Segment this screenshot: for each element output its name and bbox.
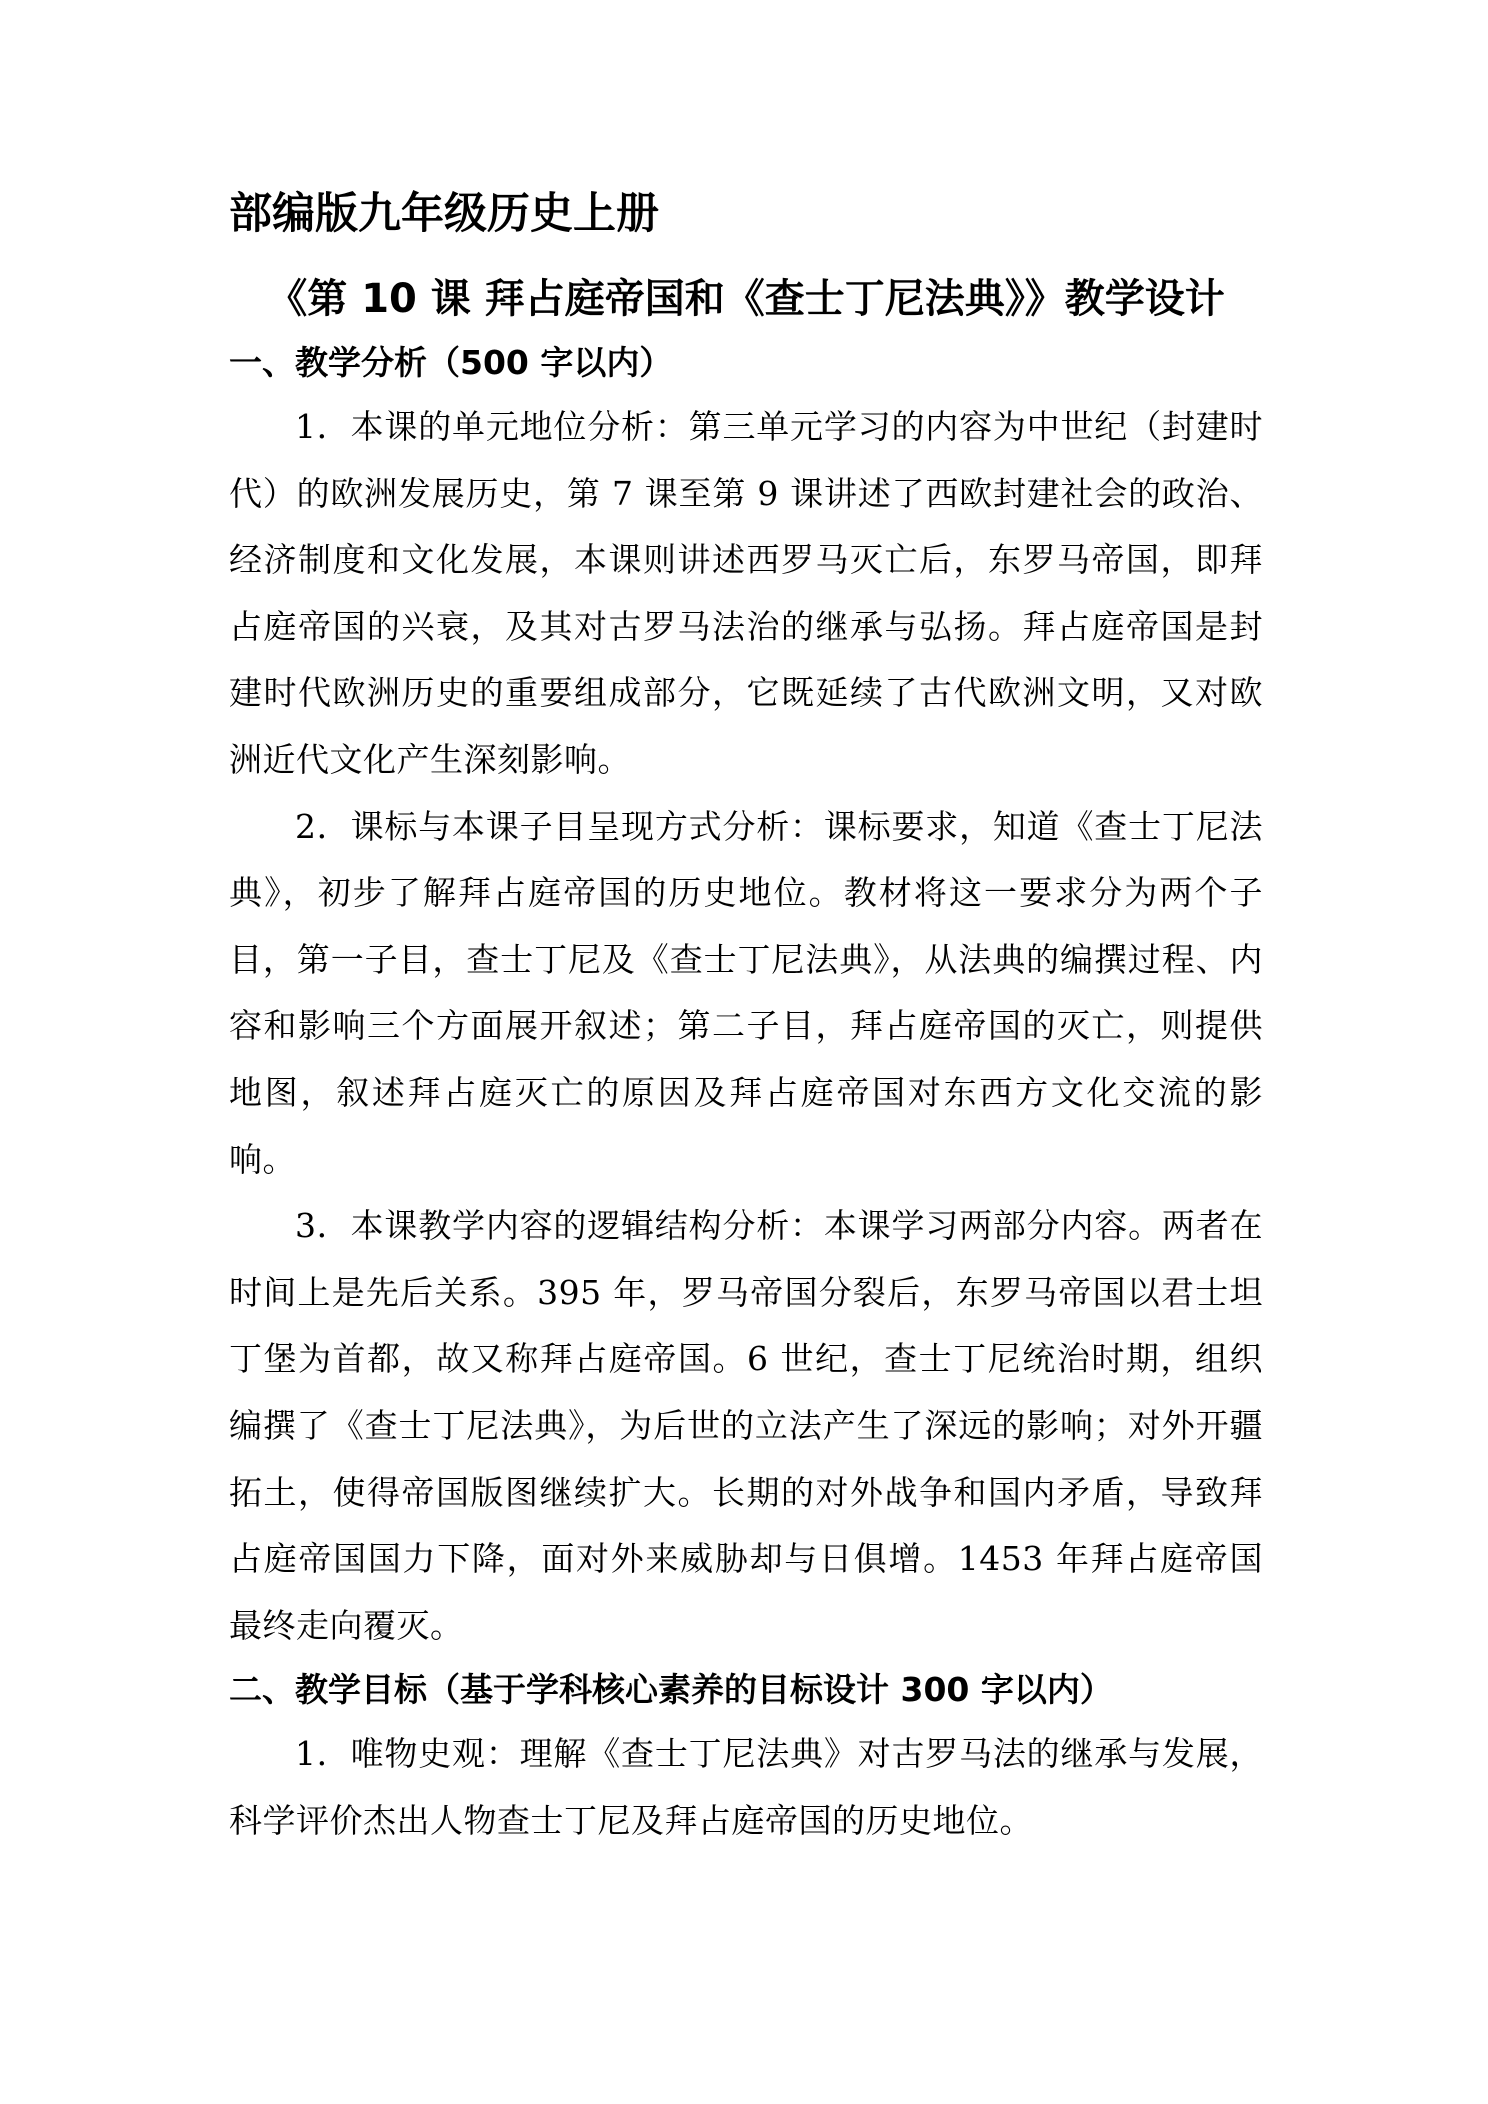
analysis-paragraph-unit-position: 1．本课的单元地位分析：第三单元学习的内容为中世纪（封建时代）的欧洲发展历史，第 7 课至第 9 课讲述了西欧封建社会的政治、经济制度和文化发展，本课则讲述西罗马灭亡后，东罗马帝国，即拜占庭帝国的兴衰，及其对古罗马法治的继承与弘扬。拜占庭帝国是封建时代欧洲历史的重要组成部分，它既延续了古代欧洲文明，又对欧洲近代文化产生深刻影响。 — [229, 407, 1263, 779]
section-heading-objectives: 二、教学目标（基于学科核心素养的目标设计 300 字以内） — [229, 1670, 1113, 1710]
section-heading-analysis: 一、教学分析（500 字以内） — [229, 343, 673, 382]
analysis-paragraph-logic-structure: 3．本课教学内容的逻辑结构分析：本课学习两部分内容。两者在时间上是先后关系。395 年，罗马帝国分裂后，东罗马帝国以君士坦丁堡为首都，故又称拜占庭帝国。6 世纪，查士丁尼统治时期，组织编撰了《查士丁尼法典》，为后世的立法产生了深远的影响；对外开疆拓土，使得帝国版图继续扩大。长期的对外战争和国内矛盾，导致拜占庭帝国国力下降，面对外来威胁却与日俱增。1453 年拜占庭帝国最终走向覆灭。 — [229, 1206, 1263, 1645]
objectives-paragraph-historical-materialism: 1．唯物史观：理解《查士丁尼法典》对古罗马法的继承与发展，科学评价杰出人物查士丁尼及拜占庭帝国的历史地位。 — [229, 1734, 1263, 1840]
document-body — [229, 184, 1263, 1854]
document-title: 部编版九年级历史上册 — [229, 189, 659, 239]
lesson-title: 《第 10 课 拜占庭帝国和《查士丁尼法典》》教学设计 — [267, 276, 1225, 322]
analysis-paragraph-curriculum: 2．课标与本课子目呈现方式分析：课标要求，知道《查士丁尼法典》，初步了解拜占庭帝国的历史地位。教材将这一要求分为两个子目，第一子目，查士丁尼及《查士丁尼法典》，从法典的编撰过程、内容和影响三个方面展开叙述；第二子目，拜占庭帝国的灭亡，则提供地图，叙述拜占庭灭亡的原因及拜占庭帝国对东西方文化交流的影响。 — [229, 806, 1263, 1179]
